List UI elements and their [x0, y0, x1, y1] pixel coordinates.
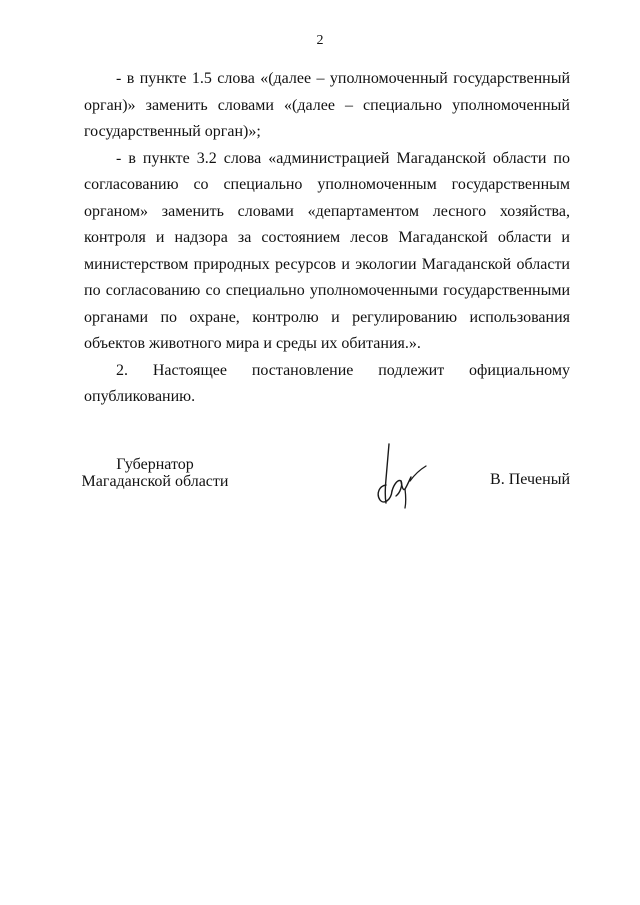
signer-title: [80, 456, 230, 490]
paragraph-item-3-2: - в пункте 3.2 слова «администрацией Магаданской области по согласованию со специально уполномоченным государственным органом» заменить словами «департаментом лесного хозяйства, контроля и надзора за состоянием лесов Магаданской области и министерством природных ресурсов и экологии Магаданской области по согласованию со специально уполномоченными государственными органами по охране, контролю и регулированию использования объектов животного мира и среды их обитания.».: [84, 149, 570, 352]
signer-title-line-1: Губернатор: [116, 456, 194, 473]
signer-name: В. Печеный: [490, 471, 570, 488]
handwritten-signature: [372, 441, 432, 516]
paragraph-item-1-5: - в пункте 1.5 слова «(далее – уполномоченный государственный орган)» заменить словами «(далее – специально уполномоченный государственный орган)»;: [84, 70, 570, 140]
paragraph-publication: 2. Настоящее постановление подлежит официальному опубликованию.: [84, 361, 570, 405]
document-body: [84, 66, 570, 411]
signature-block: [80, 456, 570, 526]
page-number: 2: [316, 33, 324, 48]
signer-title-line-2: Магаданской области: [81, 473, 229, 490]
